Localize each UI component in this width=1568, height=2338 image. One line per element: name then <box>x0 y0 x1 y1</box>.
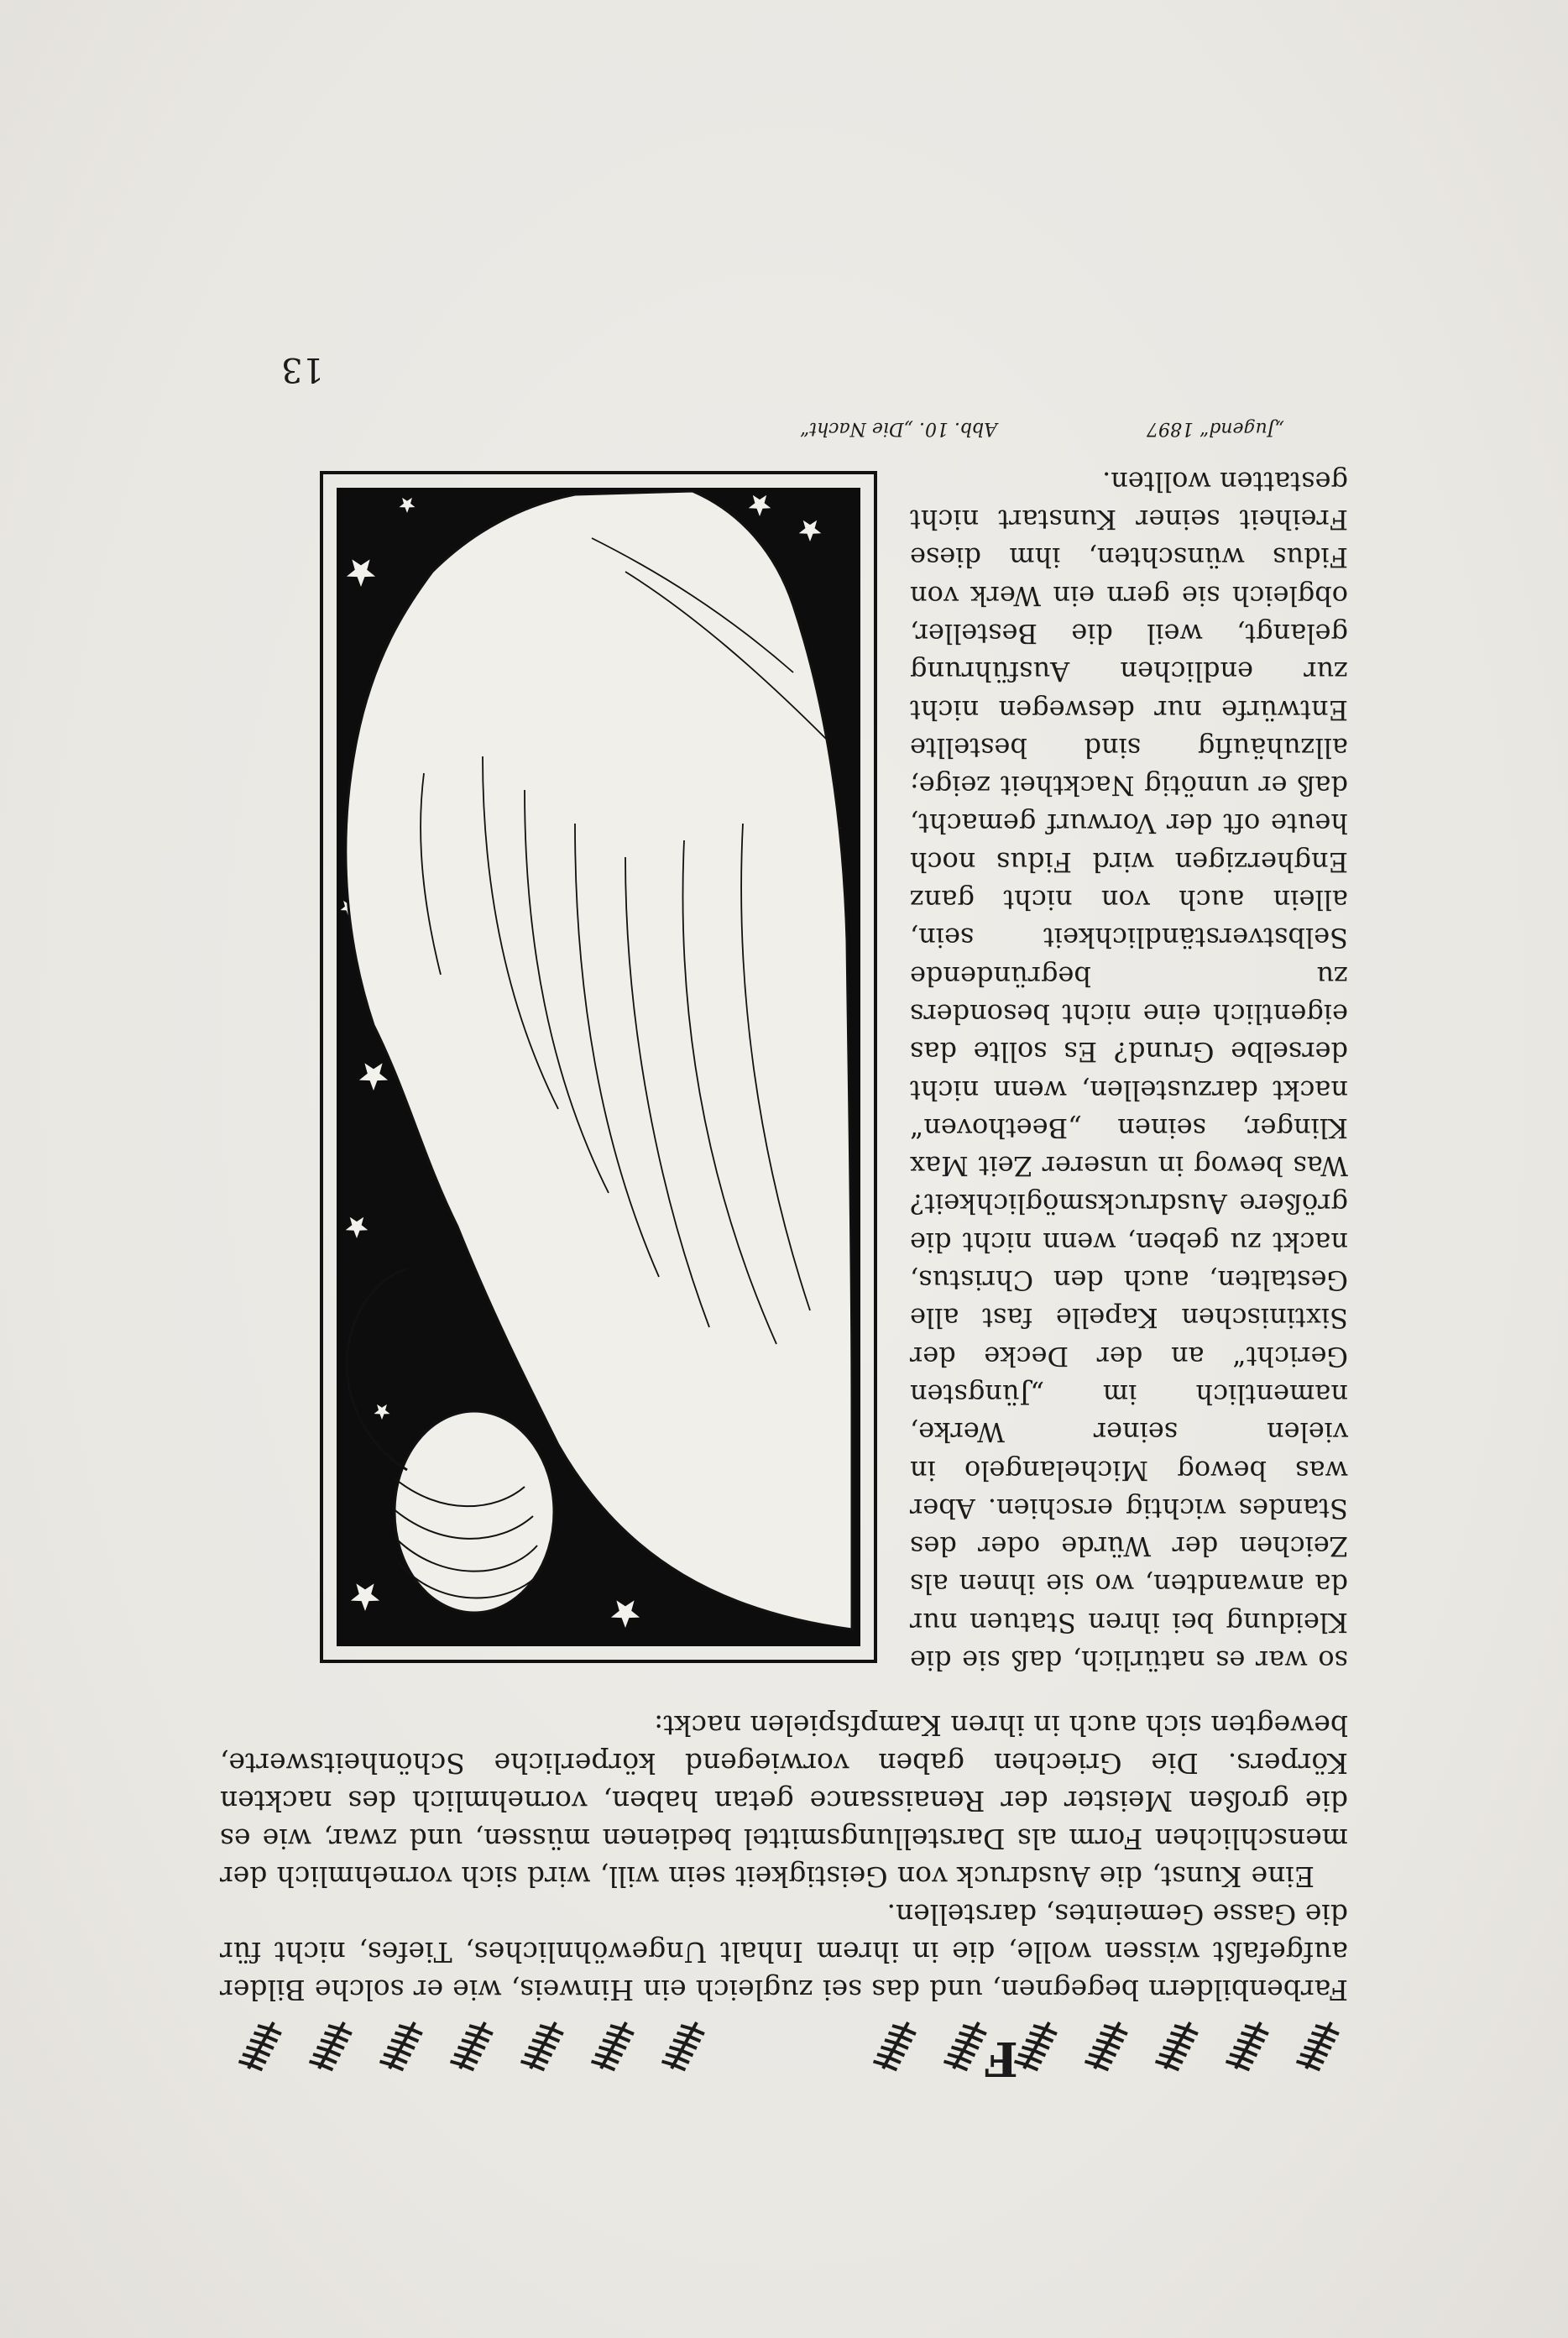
figure-caption: Abb. 10. „Die Nacht“ <box>799 418 997 439</box>
fir-branch <box>451 2022 494 2070</box>
column-text <box>910 463 1348 1680</box>
fir-branch <box>310 2022 353 2070</box>
fir-branch-ornament <box>220 2011 1348 2081</box>
fir-branch <box>380 2022 423 2070</box>
fir-branch <box>1226 2022 1269 2070</box>
branch-pattern <box>239 2022 1340 2070</box>
fir-branch <box>592 2022 635 2070</box>
fir-branch <box>1156 2022 1199 2070</box>
paragraph: Farbenbildern begegnen, und das sei zugleich ein Hinweis, wie er solche Bilder aufgefaßt wissen wolle, die in ihrem Inhalt Ungewöhnliches, Tiefes, nicht für die Gasse Gemeintes, darstellen. <box>220 1898 1348 2006</box>
fir-branch <box>662 2022 705 2070</box>
paragraph: so war es natürlich, daß sie die Kleidung bei ihren Statuen nur da anwandten, wo sie ihnen als Zeichen der Würde oder des Standes wichtig erschien. Aber was bewog Michelangelo in vielen seiner Werke, namentlich im „Jüngsten Gericht“ an der Decke der Sixtinischen Kapelle fast alle Gestalten, auch den Christus, nackt zu geben, wenn nicht die größere Ausdrucksmöglichkeit? Was bewog in unserer Zeit Max Klinger, seinen „Beethoven“ nackt darzustellen, wenn nicht derselbe Grund? Es sollte das eigentlich eine nicht besonders zu begründende Selbstverständlichkeit sein, allein auch von nicht ganz Engherzigen wird Fidus noch heute oft der Vorwurf gemacht, daß er unnötig Nacktheit zeige; allzuhäufig sind bestellte Entwürfe nur deswegen nicht zur endlichen Ausführung gelangt, weil die Besteller, obgleich sie gern ein Werk von Fidus wünschten, ihm diese Freiheit seiner Kunstart nicht gestatten wollten. <box>910 465 1348 1676</box>
night-illustration <box>320 471 877 1663</box>
figure-source-caption: „Jugend“ 1897 <box>1147 418 1284 439</box>
fir-branch <box>521 2022 564 2070</box>
fir-branch <box>1297 2022 1340 2070</box>
fir-branch <box>1085 2022 1128 2070</box>
page-number: 13 <box>281 350 324 389</box>
intro-text <box>220 1707 1348 2009</box>
ornament-initial: F <box>985 2031 1018 2086</box>
fir-branch <box>874 2022 917 2070</box>
paragraph: Eine Kunst, die Ausdruck von Geistigkeit sein will, wird sich vornehmlich der menschlichen Form als Darstellungsmittel bedienen müssen, und zwar, wie es die großen Meister der Renaissance getan haben, vornehmlich des nackten Körpers. Die Griechen gaben vorwiegend körperliche Schönheitswerte, bewegten sich auch in ihren Kampfspielen nackt: <box>220 1709 1348 1893</box>
fir-branch <box>239 2022 282 2070</box>
